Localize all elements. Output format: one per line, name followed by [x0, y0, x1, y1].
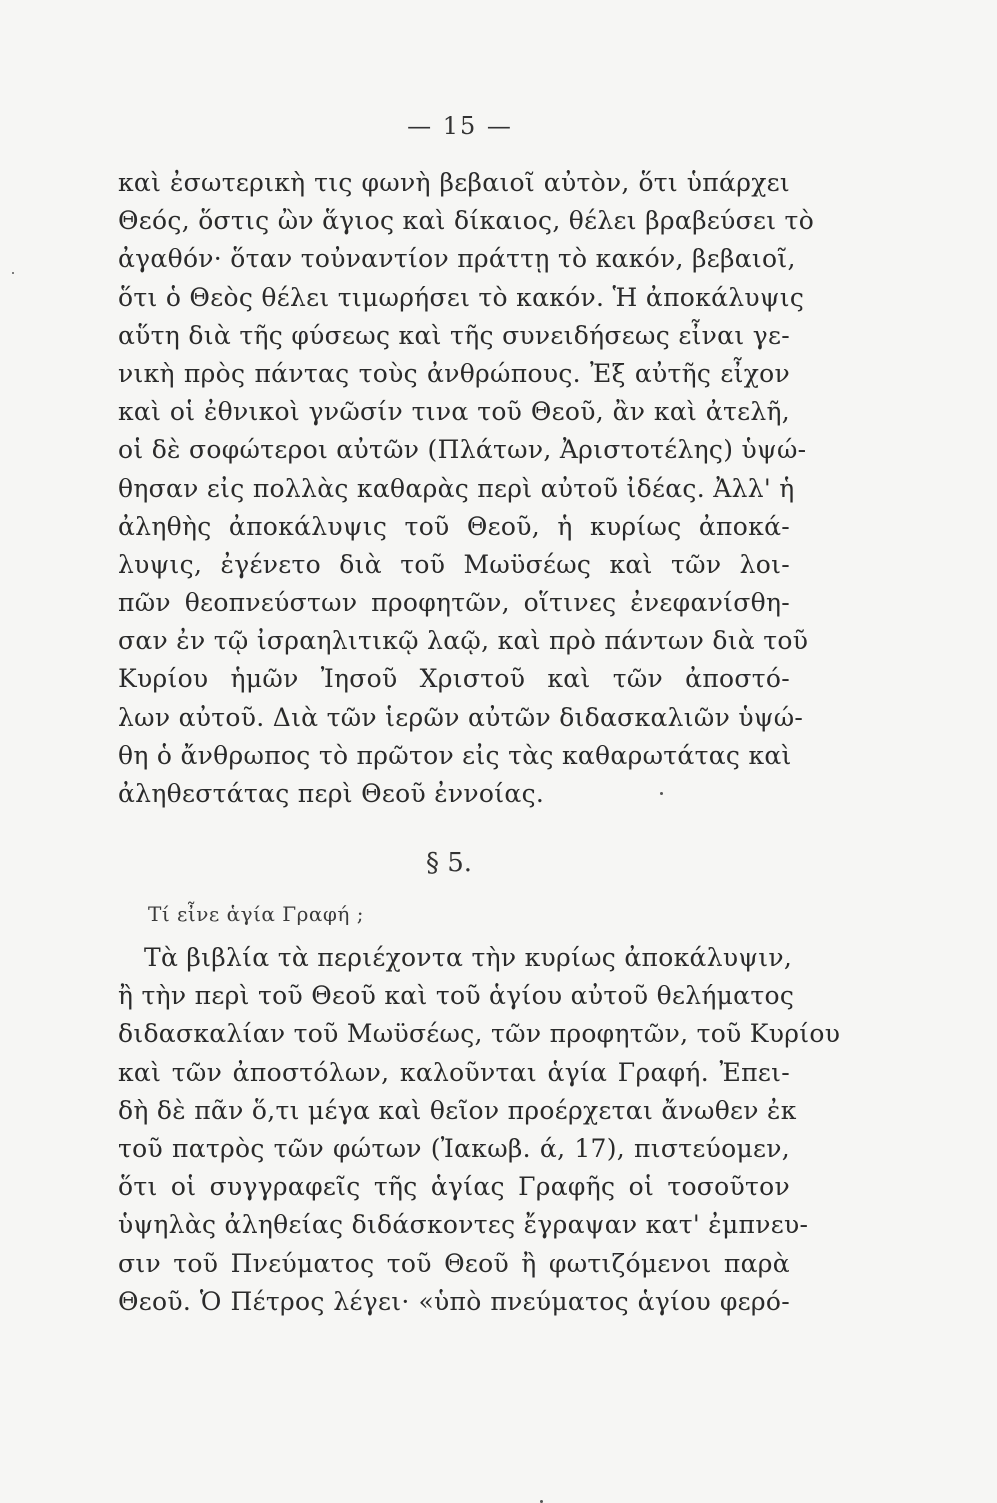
paragraph-1 — [118, 164, 815, 813]
text-line: ὅτι οἱ συγγραφεῖς τῆς ἁγίας Γραφῆς οἱ τοσοῦτον — [118, 1172, 790, 1202]
text-line: Θεοῦ. Ὁ Πέτρος λέγει· «ὑπὸ πνεύματος ἁγίου φερό- — [118, 1286, 790, 1316]
text-line: Θεός, ὅστις ὢν ἅγιος καὶ δίκαιος, θέλει βραβεύσει τὸ — [118, 206, 815, 236]
text-line: ἀληθεστάτας περὶ Θεοῦ ἐννοίας. — [118, 779, 545, 808]
text-line: καὶ ἐσωτερικὴ τις φωνὴ βεβαιοῖ αὐτὸν, ὅτι ὑπάρχει — [118, 168, 790, 197]
text-line: σαν ἐν τῷ ἰσραηλιτικῷ λαῷ, καὶ πρὸ πάντων διὰ τοῦ — [118, 626, 809, 656]
text-line: λων αὐτοῦ. Διὰ τῶν ἱερῶν αὐτῶν διδασκαλιῶν ὑψώ- — [118, 702, 804, 732]
text-line: Κυρίου ἡμῶν Ἰησοῦ Χριστοῦ καὶ τῶν ἀποστό- — [118, 664, 790, 694]
ink-speck — [12, 272, 14, 274]
text-line: ἀγαθόν· ὅταν τοὐναντίον πράττῃ τὸ κακόν, βεβαιοῖ, — [118, 244, 796, 274]
section-heading: § 5. — [426, 848, 473, 878]
text-line: νικὴ πρὸς πάντας τοὺς ἀνθρώπους. Ἐξ αὐτῆς εἶχον — [118, 358, 790, 388]
text-line: ἀληθὴς ἀποκάλυψις τοῦ Θεοῦ, ἡ κυρίως ἀποκά- — [118, 511, 790, 541]
text-line: τοῦ πατρὸς τῶν φώτων (Ἰακωβ. ά, 17), πιστεύομεν, — [118, 1133, 790, 1163]
text-line: καὶ τῶν ἀποστόλων, καλοῦνται ἁγία Γραφή. Ἐπει- — [118, 1057, 790, 1087]
paragraph-2 — [118, 939, 841, 1321]
text-line: σιν τοῦ Πνεύματος τοῦ Θεοῦ ἢ φωτιζόμενοι παρὰ — [118, 1248, 790, 1278]
text-line: θησαν εἰς πολλὰς καθαρὰς περὶ αὐτοῦ ἰδέας. Ἀλλ' ἡ — [118, 473, 795, 503]
ink-speck — [660, 792, 663, 795]
text-line: ἢ τὴν περὶ τοῦ Θεοῦ καὶ τοῦ ἁγίου αὐτοῦ θελήματος — [118, 981, 795, 1011]
text-line: οἱ δὲ σοφώτεροι αὐτῶν (Πλάτων, Ἀριστοτέλης) ὑψώ- — [118, 435, 807, 465]
text-line: πῶν θεοπνεύστων προφητῶν, οἵτινες ἐνεφανίσθη- — [118, 588, 790, 618]
text-line: δὴ δὲ πᾶν ὅ,τι μέγα καὶ θεῖον προέρχεται ἄνωθεν ἐκ — [118, 1095, 797, 1125]
text-line: λυψις, ἐγένετο διὰ τοῦ Μωϋσέως καὶ τῶν λοι- — [118, 549, 790, 579]
text-line: διδασκαλίαν τοῦ Μωϋσέως, τῶν προφητῶν, τοῦ Κυρίου — [118, 1019, 841, 1049]
text-line: ὑψηλὰς ἀληθείας διδάσκοντες ἔγραψαν κατ' ἐμπνευ- — [118, 1210, 809, 1240]
page-number: — 15 — — [407, 112, 513, 140]
text-line: ὅτι ὁ Θεὸς θέλει τιμωρήσει τὸ κακόν. Ἡ ἀποκάλυψις — [118, 282, 805, 312]
text-line: καὶ οἱ ἐθνικοὶ γνῶσίν τινα τοῦ Θεοῦ, ἂν καὶ ἀτελῆ, — [118, 397, 790, 427]
text-line: θη ὁ ἄνθρωπος τὸ πρῶτον εἰς τὰς καθαρωτάτας καὶ — [118, 740, 792, 770]
question-heading: Τί εἶνε ἁγία Γραφή ; — [148, 902, 365, 926]
text-line: αὕτη διὰ τῆς φύσεως καὶ τῆς συνειδήσεως εἶναι γε- — [118, 320, 790, 350]
text-line: Τὰ βιβλία τὰ περιέχοντα τὴν κυρίως ἀποκάλυψιν, — [144, 943, 793, 972]
